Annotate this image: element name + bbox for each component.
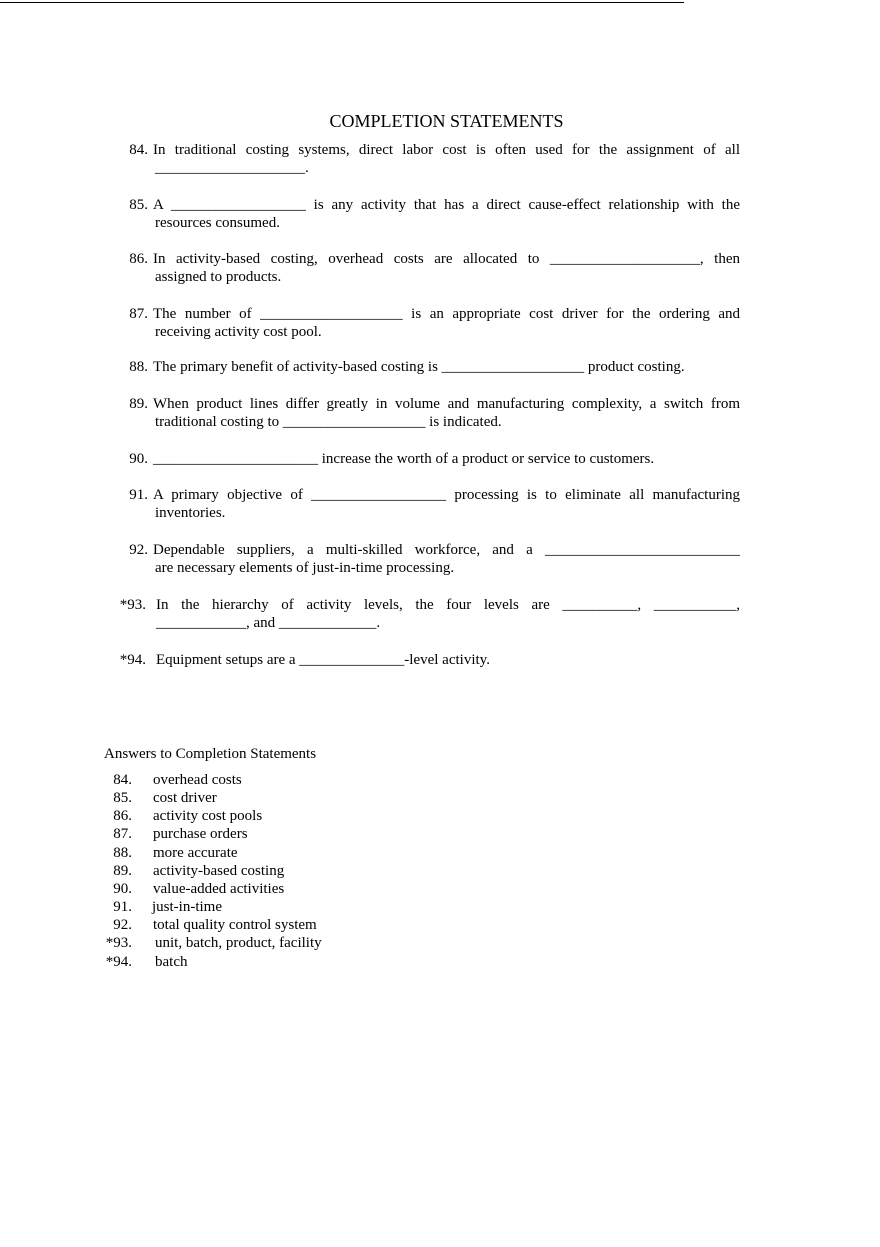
question-text-continued: resources consumed. <box>155 215 280 231</box>
answer-number: 86. <box>113 808 132 824</box>
question-text: In the hierarchy of activity levels, the four levels are __________, ___________, <box>156 597 740 613</box>
question-text: In traditional costing systems, direct labor cost is often used for the assignment of all <box>153 142 740 158</box>
question-text: The primary benefit of activity-based costing is ___________________ product costing. <box>153 359 685 375</box>
page-title: COMPLETION STATEMENTS <box>329 111 564 131</box>
answer-item <box>104 844 238 862</box>
answer-item <box>104 862 284 880</box>
answer-item <box>104 916 317 934</box>
question-text-continued: are necessary elements of just-in-time processing. <box>155 560 455 576</box>
question-number: 84. <box>129 142 148 158</box>
question-text: In activity-based costing, overhead costs are allocated to ____________________, then <box>153 251 740 267</box>
answer-text: value-added activities <box>153 881 285 897</box>
question-number: 86. <box>129 251 148 267</box>
question-84 <box>108 141 740 177</box>
question-text: A __________________ is any activity that has a direct cause-effect relationship with the <box>153 197 740 213</box>
answer-item <box>104 771 242 789</box>
top-divider <box>0 2 684 3</box>
question-91 <box>108 486 740 522</box>
question-number: 89. <box>129 396 148 412</box>
question-85 <box>108 196 740 232</box>
answer-text: overhead costs <box>153 772 242 788</box>
question-number: 90. <box>129 451 148 467</box>
question-text-continued: ____________, and _____________. <box>156 615 381 631</box>
question-text: Dependable suppliers, a multi-skilled workforce, and a __________________________ <box>153 542 740 558</box>
answer-number: 92. <box>113 917 132 933</box>
answer-text: purchase orders <box>153 826 248 842</box>
answer-item <box>104 934 322 952</box>
question-text: Equipment setups are a ______________-level activity. <box>156 652 490 668</box>
answer-number: 84. <box>113 772 132 788</box>
answer-number: 88. <box>113 845 132 861</box>
answer-text: activity-based costing <box>153 863 285 879</box>
question-86 <box>108 250 740 286</box>
question-text: When product lines differ greatly in volume and manufacturing complexity, a switch from <box>153 396 740 412</box>
question-89 <box>108 395 740 431</box>
question-text-continued: receiving activity cost pool. <box>155 324 322 340</box>
question-88 <box>108 358 740 376</box>
question-92 <box>108 541 740 577</box>
answer-number: 85. <box>113 790 132 806</box>
question-text-continued: ____________________. <box>155 160 309 176</box>
answer-text: batch <box>155 954 188 970</box>
answer-text: just-in-time <box>152 899 222 915</box>
answer-number: 90. <box>113 881 132 897</box>
question-number: *93. <box>119 597 146 613</box>
answer-number: *94. <box>105 954 132 970</box>
answer-text: total quality control system <box>153 917 317 933</box>
question-text: A primary objective of __________________ processing is to eliminate all manufacturing <box>153 487 740 503</box>
answer-item <box>104 807 262 825</box>
answer-number: 87. <box>113 826 132 842</box>
question-number: 87. <box>129 306 148 322</box>
answer-number: *93. <box>105 935 132 951</box>
question-text-continued: traditional costing to ___________________ is indicated. <box>155 414 502 430</box>
question-87 <box>108 305 740 341</box>
question-number: 91. <box>129 487 148 503</box>
question-number: *94. <box>119 652 146 668</box>
question-number: 88. <box>129 359 148 375</box>
answers-heading: Answers to Completion Statements <box>104 746 317 762</box>
answer-number: 89. <box>113 863 132 879</box>
question-text-continued: assigned to products. <box>155 269 282 285</box>
question-text: The number of ___________________ is an appropriate cost driver for the ordering and <box>153 306 740 322</box>
answer-item <box>104 789 217 807</box>
question-text: ______________________ increase the worth of a product or service to customers. <box>153 451 655 467</box>
answer-text: unit, batch, product, facility <box>155 935 322 951</box>
question-93 <box>108 596 740 632</box>
answer-text: cost driver <box>153 790 217 806</box>
question-number: 85. <box>129 197 148 213</box>
answer-text: more accurate <box>153 845 238 861</box>
question-text-continued: inventories. <box>155 505 226 521</box>
answer-text: activity cost pools <box>153 808 263 824</box>
answer-item <box>104 898 222 916</box>
answer-item <box>104 825 248 843</box>
question-94 <box>108 651 740 669</box>
answer-item <box>104 953 187 971</box>
question-number: 92. <box>129 542 148 558</box>
answer-number: 91. <box>113 899 132 915</box>
question-90 <box>108 450 740 468</box>
answer-item <box>104 880 284 898</box>
